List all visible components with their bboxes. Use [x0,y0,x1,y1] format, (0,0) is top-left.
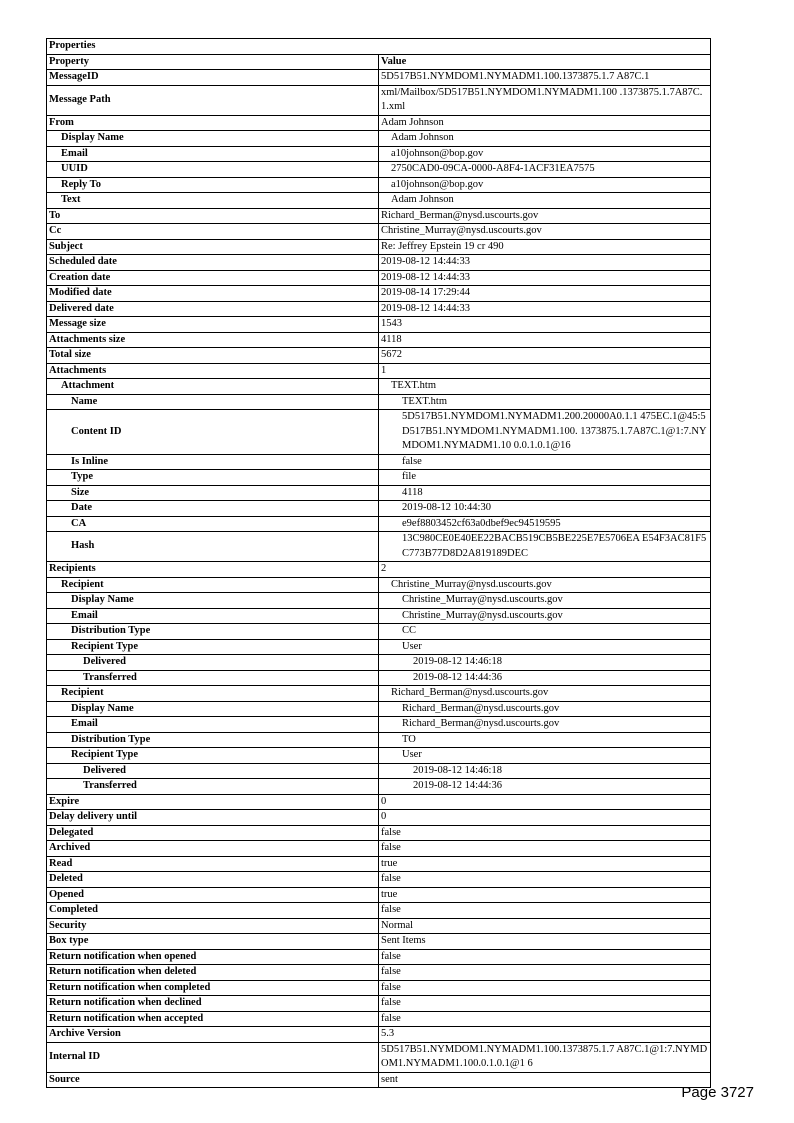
table-row [47,1042,711,1072]
table-row [47,639,711,655]
property-name: Return notification when deleted [47,965,379,981]
property-value: 1543 [379,317,711,333]
property-name: Email [47,717,379,733]
table-row [47,1072,711,1088]
table-row [47,810,711,826]
property-name: Creation date [47,270,379,286]
property-value: 2750CAD0-09CA-0000-A8F4-1ACF31EA7575 [379,162,711,178]
header-value: Value [379,54,711,70]
property-value: Richard_Berman@nysd.uscourts.gov [379,701,711,717]
property-value: 4118 [379,332,711,348]
property-name: To [47,208,379,224]
table-row [47,301,711,317]
property-name: Attachments size [47,332,379,348]
property-value: false [379,454,711,470]
table-title: Properties [47,39,711,55]
property-name: Subject [47,239,379,255]
property-name: Delivered date [47,301,379,317]
property-name: Cc [47,224,379,240]
property-value: 2019-08-12 10:44:30 [379,501,711,517]
table-row [47,887,711,903]
property-value: 2 [379,562,711,578]
property-name: Recipients [47,562,379,578]
property-name: Opened [47,887,379,903]
table-row [47,686,711,702]
property-name: Box type [47,934,379,950]
table-row [47,224,711,240]
property-value: 4118 [379,485,711,501]
property-value: 2019-08-12 14:44:36 [379,779,711,795]
table-row [47,146,711,162]
property-name: Internal ID [47,1042,379,1072]
property-name: Scheduled date [47,255,379,271]
table-row [47,1027,711,1043]
table-row [47,717,711,733]
property-name: Name [47,394,379,410]
property-value: false [379,965,711,981]
table-row [47,841,711,857]
property-name: Recipient Type [47,639,379,655]
property-name: Deleted [47,872,379,888]
property-name: CA [47,516,379,532]
property-value: Richard_Berman@nysd.uscourts.gov [379,717,711,733]
property-name: Type [47,470,379,486]
table-row [47,332,711,348]
table-row [47,934,711,950]
property-name: Archived [47,841,379,857]
property-name: Expire [47,794,379,810]
table-row [47,532,711,562]
table-row [47,1011,711,1027]
property-name: Return notification when declined [47,996,379,1012]
property-name: Display Name [47,593,379,609]
property-name: Date [47,501,379,517]
property-value: false [379,841,711,857]
property-value: 5D517B51.NYMDOM1.NYMADM1.100.1373875.1.7 A87C.1@1:7.NYMDOM1.NYMADM1.100.0.1.0.1@1 6 [379,1042,711,1072]
property-name: From [47,115,379,131]
property-name: Source [47,1072,379,1088]
table-row [47,980,711,996]
property-name: Reply To [47,177,379,193]
page-number: Page 3727 [681,1084,754,1101]
property-name: Attachment [47,379,379,395]
property-name: Completed [47,903,379,919]
property-name: UUID [47,162,379,178]
property-value: false [379,872,711,888]
property-value: true [379,856,711,872]
property-name: Archive Version [47,1027,379,1043]
table-row [47,965,711,981]
table-row [47,856,711,872]
property-value: 2019-08-12 14:44:33 [379,270,711,286]
properties-table [46,38,711,1088]
table-row [47,825,711,841]
property-value: true [379,887,711,903]
property-value: xml/Mailbox/5D517B51.NYMDOM1.NYMADM1.100 .1373875.1.7A87C.1.xml [379,85,711,115]
property-name: Delegated [47,825,379,841]
table-row [47,131,711,147]
property-value: false [379,949,711,965]
property-value: 2019-08-12 14:46:18 [379,763,711,779]
property-value: false [379,825,711,841]
table-row [47,624,711,640]
table-row [47,918,711,934]
table-row [47,748,711,764]
table-header-row [47,54,711,70]
property-name: Text [47,193,379,209]
property-name: Size [47,485,379,501]
property-name: Content ID [47,410,379,455]
property-value: false [379,903,711,919]
table-row [47,470,711,486]
property-value: false [379,980,711,996]
property-value: Christine_Murray@nysd.uscourts.gov [379,577,711,593]
property-value: TEXT.htm [379,394,711,410]
property-value: Re: Jeffrey Epstein 19 cr 490 [379,239,711,255]
property-name: Attachments [47,363,379,379]
table-row [47,394,711,410]
table-row [47,485,711,501]
property-name: Recipient Type [47,748,379,764]
table-row [47,70,711,86]
header-property: Property [47,54,379,70]
property-value: 0 [379,794,711,810]
table-row [47,516,711,532]
property-value: 2019-08-14 17:29:44 [379,286,711,302]
table-row [47,162,711,178]
property-value: Adam Johnson [379,193,711,209]
property-name: Total size [47,348,379,364]
property-name: Distribution Type [47,624,379,640]
property-value: 2019-08-12 14:44:33 [379,301,711,317]
property-name: Transferred [47,670,379,686]
property-name: Email [47,146,379,162]
table-row [47,562,711,578]
table-row [47,270,711,286]
property-value: false [379,1011,711,1027]
property-value: 2019-08-12 14:46:18 [379,655,711,671]
property-value: 1 [379,363,711,379]
property-name: Message Path [47,85,379,115]
property-value: TO [379,732,711,748]
table-row [47,701,711,717]
property-name: Delay delivery until [47,810,379,826]
property-value: Richard_Berman@nysd.uscourts.gov [379,686,711,702]
property-name: MessageID [47,70,379,86]
table-row [47,608,711,624]
property-value: Adam Johnson [379,131,711,147]
property-value: Richard_Berman@nysd.uscourts.gov [379,208,711,224]
table-row [47,208,711,224]
property-value: Christine_Murray@nysd.uscourts.gov [379,224,711,240]
table-row [47,996,711,1012]
property-name: Delivered [47,763,379,779]
property-value: 2019-08-12 14:44:36 [379,670,711,686]
table-row [47,177,711,193]
property-value: Sent Items [379,934,711,950]
table-row [47,501,711,517]
property-name: Email [47,608,379,624]
table-row [47,903,711,919]
table-row [47,949,711,965]
table-row [47,779,711,795]
property-value: 5.3 [379,1027,711,1043]
property-name: Display Name [47,131,379,147]
property-name: Transferred [47,779,379,795]
property-name: Return notification when completed [47,980,379,996]
property-value: Christine_Murray@nysd.uscourts.gov [379,608,711,624]
property-value: User [379,748,711,764]
table-row [47,115,711,131]
table-row [47,193,711,209]
table-row [47,348,711,364]
table-row [47,317,711,333]
property-value: TEXT.htm [379,379,711,395]
table-row [47,239,711,255]
table-row [47,763,711,779]
property-name: Message size [47,317,379,333]
property-value: a10johnson@bop.gov [379,146,711,162]
table-row [47,732,711,748]
table-row [47,794,711,810]
property-name: Hash [47,532,379,562]
property-value: CC [379,624,711,640]
property-name: Modified date [47,286,379,302]
property-value: Adam Johnson [379,115,711,131]
property-value: Christine_Murray@nysd.uscourts.gov [379,593,711,609]
table-row [47,85,711,115]
property-value: a10johnson@bop.gov [379,177,711,193]
property-value: 0 [379,810,711,826]
table-row [47,379,711,395]
table-row [47,872,711,888]
table-row [47,363,711,379]
table-row [47,670,711,686]
properties-document [46,38,711,1088]
property-name: Return notification when accepted [47,1011,379,1027]
property-name: Distribution Type [47,732,379,748]
table-row [47,255,711,271]
property-name: Delivered [47,655,379,671]
table-row [47,577,711,593]
table-row [47,286,711,302]
table-row [47,410,711,455]
property-value: e9ef8803452cf63a0dbef9ec94519595 [379,516,711,532]
property-value: Normal [379,918,711,934]
property-value: User [379,639,711,655]
table-row [47,454,711,470]
table-row [47,593,711,609]
property-name: Recipient [47,686,379,702]
property-value: sent [379,1072,711,1088]
property-value: 2019-08-12 14:44:33 [379,255,711,271]
property-value: 5D517B51.NYMDOM1.NYMADM1.100.1373875.1.7 A87C.1 [379,70,711,86]
property-name: Recipient [47,577,379,593]
property-name: Display Name [47,701,379,717]
property-value: false [379,996,711,1012]
property-value: 5672 [379,348,711,364]
table-title-row [47,39,711,55]
property-value: 13C980CE0E40EE22BACB519CB5BE225E7E5706EA E54F3AC81F5C773B77D8D2A819189DEC [379,532,711,562]
property-name: Security [47,918,379,934]
property-name: Return notification when opened [47,949,379,965]
property-name: Read [47,856,379,872]
property-value: 5D517B51.NYMDOM1.NYMADM1.200.20000A0.1.1 475EC.1@45:5D517B51.NYMDOM1.NYMADM1.100. 1373875.1.7A87C.1@1:7.NYMDOM1.NYMADM1.10 0.0.1.0.1@16 [379,410,711,455]
property-value: file [379,470,711,486]
table-row [47,655,711,671]
property-name: Is Inline [47,454,379,470]
